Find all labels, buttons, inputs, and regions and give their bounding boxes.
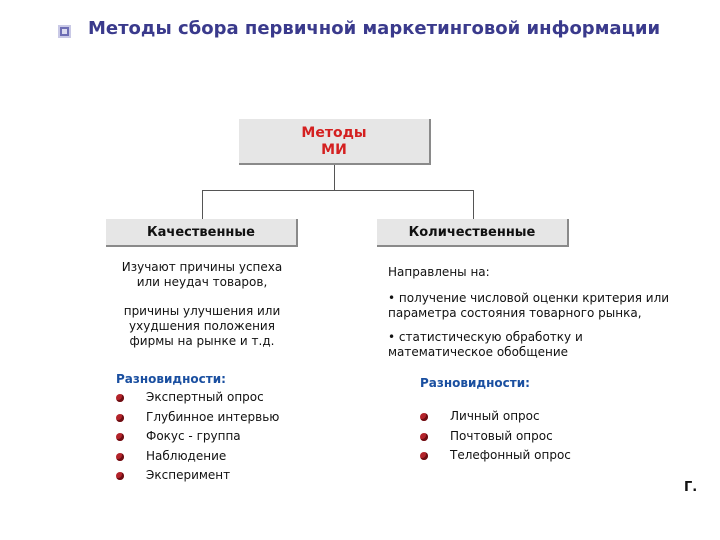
- quant-directed-label: Направлены на:: [388, 265, 490, 279]
- qualitative-description: [106, 260, 298, 349]
- corner-mark: Г.: [684, 480, 698, 495]
- bullet-icon: [116, 414, 124, 422]
- quant-point-line: • статистическую обработку и: [388, 330, 583, 344]
- quantitative-kinds-heading: Разновидности:: [420, 376, 530, 390]
- qual-desc-line: Изучают причины успеха: [121, 260, 283, 274]
- kind-label: Наблюдение: [146, 448, 227, 463]
- root-box: [239, 119, 431, 165]
- qual-desc-line: фирмы на рынке и т.д.: [129, 334, 275, 348]
- quantitative-box: Количественные: [377, 219, 569, 247]
- bullet-icon: [420, 413, 428, 421]
- list-item: [418, 446, 571, 466]
- kind-label: Фокус - группа: [146, 429, 241, 443]
- list-item: [114, 427, 279, 447]
- qual-desc-line: или неудач товаров,: [136, 275, 268, 289]
- kind-label: Эксперимент: [146, 468, 231, 482]
- list-item: [114, 388, 279, 408]
- kind-label: Личный опрос: [450, 409, 540, 423]
- list-item: [114, 408, 279, 428]
- kind-label: Почтовый опрос: [450, 428, 553, 443]
- bullet-icon: [116, 394, 124, 402]
- connector-root-down: [334, 165, 335, 190]
- qual-desc-line: ухудшения положения: [129, 319, 275, 333]
- kind-label: Глубинное интервью: [146, 409, 280, 424]
- list-item: [418, 407, 571, 427]
- bullet-icon: [420, 452, 428, 460]
- title-bullet-icon: [58, 25, 71, 38]
- page-title: Методы сбора первичной маркетинговой информации: [88, 18, 661, 39]
- qualitative-kinds-list: [114, 388, 279, 486]
- quant-point-line: • получение числовой оценки критерия или: [388, 291, 670, 305]
- qualitative-kinds-heading: Разновидности:: [116, 372, 226, 386]
- bullet-icon: [420, 433, 428, 441]
- connector-left-down: [202, 190, 203, 219]
- quantitative-kinds-list: [418, 407, 571, 466]
- qualitative-box: Качественные: [106, 219, 298, 247]
- quant-point-line: математическое обобщение: [388, 345, 569, 359]
- list-item: [418, 427, 571, 447]
- kind-label: Телефонный опрос: [450, 448, 571, 462]
- list-item: [114, 466, 279, 486]
- qual-desc-line: причины улучшения или: [123, 304, 281, 318]
- quant-point-line: параметра состояния товарного рынка,: [388, 306, 642, 320]
- connector-right-down: [473, 190, 474, 219]
- bullet-icon: [116, 472, 124, 480]
- kind-label: Экспертный опрос: [146, 390, 264, 404]
- root-label-line1: Методы: [301, 125, 367, 141]
- list-item: [114, 447, 279, 467]
- bullet-icon: [116, 433, 124, 441]
- connector-horizontal: [202, 190, 474, 191]
- root-label-line2: МИ: [321, 142, 347, 158]
- quantitative-description: [388, 265, 708, 360]
- bullet-icon: [116, 453, 124, 461]
